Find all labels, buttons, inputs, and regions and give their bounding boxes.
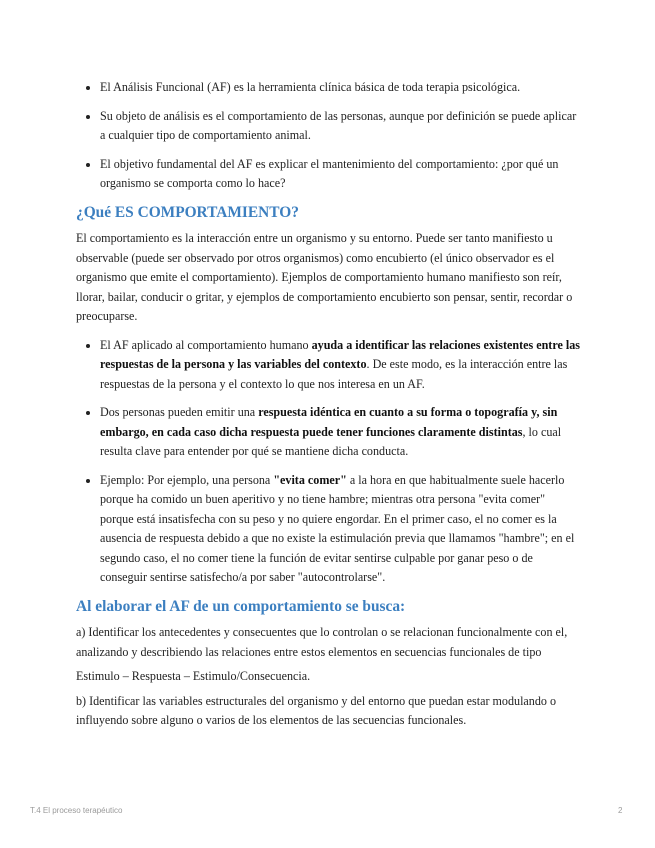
list-item <box>76 155 580 194</box>
list-item-text-bold: respuesta idéntica en cuanto a su forma o topografía y, sin embargo, en cada caso dicha respuesta puede tener funciones claramente distintas <box>100 405 558 439</box>
list-item-text: El objetivo fundamental del AF es explicar el mantenimiento del comportamiento: ¿por qué un organismo se comporta como lo hace? <box>100 156 559 190</box>
list-item <box>76 336 580 395</box>
list-item <box>76 471 580 588</box>
definition-paragraph: El comportamiento es la interacción entre un organismo y su entorno. Puede ser tanto manifiesto u observable (puede ser observado por otros organismos) como encubierto (el único observador es el organismo que emite el comportamiento). Ejemplos de comportamiento humano manifiesto son reír, llorar, bailar, conducir o gritar, y ejemplos de comportamiento encubierto son pensar, sentir, recordar o preocuparse. <box>76 231 573 323</box>
list-item-text: Su objeto de análisis es el comportamiento de las personas, aunque por definición se puede aplicar a cualquier tipo de comportamiento animal. <box>100 108 577 142</box>
footer-chapter-title: T.4 El proceso terapéutico <box>30 806 123 815</box>
item-b-paragraph: b) Identificar las variables estructurales del organismo y del entorno que puedan estar modulando o influyendo sobre alguno o varios de los elementos de las secuencias funcionales. <box>76 693 557 727</box>
section-heading-comportamiento: ¿Qué ES COMPORTAMIENTO? <box>76 203 299 221</box>
list-item-text: El Análisis Funcional (AF) es la herramienta clínica básica de toda terapia psicológica. <box>100 80 521 94</box>
bullet-icon <box>86 411 90 415</box>
sequence-paragraph: Estimulo – Respuesta – Estimulo/Consecuencia. <box>76 669 311 683</box>
list-item-text-pre: Dos personas pueden emitir una <box>100 405 259 419</box>
bullet-icon <box>86 86 90 90</box>
list-item-text-post: . De este modo, es la interacción entre las respuestas de la persona y el contexto lo que nos interesa en un AF. <box>100 357 568 391</box>
list-item-text-bold: "evita comer" <box>273 472 347 487</box>
footer-page-number: 2 <box>618 806 623 815</box>
page-content <box>76 78 580 731</box>
intro-bullet-list <box>76 78 580 194</box>
item-a-paragraph: a) Identificar los antecedentes y consecuentes que lo controlan o se relacionan funcionalmente con el, analizando y describiendo las relaciones entre estos elementos en secuencias funcionales de tipo <box>76 625 568 659</box>
section-heading-af: Al elaborar el AF de un comportamiento se busca: <box>76 597 406 615</box>
list-item-text-pre: Ejemplo: Por ejemplo, una persona <box>100 472 274 487</box>
list-item <box>76 107 580 146</box>
bullet-icon <box>86 479 90 483</box>
list-item-text-post: a la hora en que habitualmente suele hacerlo porque ha comido un buen aperitivo y no tiene hambre; mientras otra persona "evita comer" porque está insatisfecha con su peso y no quiere engordar. En el primer caso, el no comer es la ausencia de respuesta debido a que no existe la estimulación previa que llamamos "hambre"; en el segundo caso, el no comer tiene la función de evitar sentirse culpable por ganar peso o de conseguir sentirse satisfecho/a por saber "autocontrolarse". <box>100 472 575 584</box>
list-item <box>76 78 580 98</box>
af-bullet-list <box>76 336 580 588</box>
bullet-icon <box>86 163 90 167</box>
list-item <box>76 403 580 462</box>
list-item-text-bold: ayuda a identificar las relaciones existentes entre las respuestas de la persona y las variables del contexto <box>100 337 580 371</box>
bullet-icon <box>86 115 90 119</box>
list-item-text-pre: El AF aplicado al comportamiento humano <box>100 337 312 352</box>
list-item-text-post: , lo cual resulta clave para entender por qué se mantiene dicha conducta. <box>100 424 562 458</box>
bullet-icon <box>86 344 90 348</box>
